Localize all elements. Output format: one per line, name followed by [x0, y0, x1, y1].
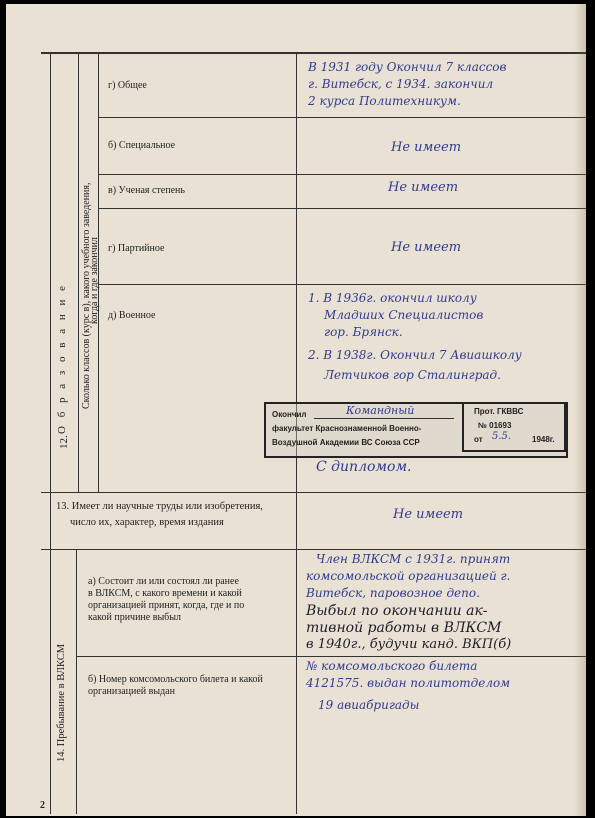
section14-a-label-3: организацией принят, когда, где и по	[88, 600, 245, 611]
section13-label-1: 13. Имеет ли научные труды или изобретения,	[56, 501, 263, 512]
section14-b-label-1: б) Номер комсомольского билета и какой	[88, 674, 263, 685]
stamp-protocol-box	[462, 402, 566, 452]
section13-answer: Не имеет	[393, 507, 464, 522]
section12-heading: О б р а з о в а н и е	[56, 283, 68, 434]
stamp-line1-prefix: Окончил	[272, 410, 307, 419]
answer-general-3: 2 курса Политехникум.	[308, 94, 461, 108]
row-line-4	[98, 284, 586, 285]
top-rule	[41, 52, 586, 54]
academy-stamp	[264, 402, 568, 458]
answer-degree: Не имеет	[388, 180, 459, 195]
section14-b-answer-2: 4121575. выдан политотделом	[306, 676, 511, 690]
row-label-degree: в) Ученая степень	[108, 185, 185, 196]
stamp-box-line3-prefix: от	[474, 435, 483, 444]
section14-a-answer-3: Витебск, паровозное депо.	[306, 586, 480, 600]
answer-general-2: г. Витебск, с 1934. закончил	[308, 77, 494, 91]
col-divider-1	[78, 52, 79, 492]
section14-a-label-1: а) Состоит ли или состоял ли ранее	[88, 576, 239, 587]
row-label-military: д) Военное	[108, 310, 156, 321]
col-divider-sec14	[76, 549, 77, 814]
stamp-line1-handwritten: Командный	[346, 404, 415, 417]
row-line-7	[76, 656, 586, 657]
stamp-line2: факультет Краснознаменной Военно-	[272, 424, 422, 433]
row-line-6	[41, 549, 586, 550]
answer-military-5: Летчиков гор Сталинград.	[324, 368, 501, 382]
section14-label: 14. Пребывание в ВЛКСМ	[56, 643, 67, 762]
section14-a-answer-6: в 1940г., будучи канд. ВКП(б)	[306, 637, 512, 652]
row-label-party: г) Партийное	[108, 243, 165, 254]
section12-subheading-1: Сколько классов (курс в), какого учебного заведения,	[81, 182, 92, 409]
stamp-note: С дипломом.	[316, 459, 412, 475]
section14-a-label-4: какой причине выбыл	[88, 612, 181, 623]
row-line-3	[98, 208, 586, 209]
section14-b-label-2: организацией выдан	[88, 686, 175, 697]
section13-label-2: число их, характер, время издания	[70, 517, 224, 528]
section14-a-answer-5: тивной работы в ВЛКСМ	[306, 620, 502, 636]
section14-a-label-2: в ВЛКСМ, с какого времени и какой	[88, 588, 242, 599]
section14-b-answer-3: 19 авиабригады	[318, 698, 420, 712]
answer-general-1: В 1931 году Окончил 7 классов	[308, 60, 507, 74]
section14-a-answer-2: комсомольской организацией г.	[306, 569, 511, 583]
page-number: 2	[40, 800, 45, 811]
stamp-box-line2: № 01693	[478, 421, 512, 430]
left-border	[50, 52, 51, 814]
answer-military-2: Младших Специалистов	[324, 308, 484, 322]
row-line-5	[41, 492, 586, 493]
row-label-general: г) Общее	[108, 80, 147, 91]
row-line-1	[98, 117, 586, 118]
answer-party: Не имеет	[391, 240, 462, 255]
section12-number: 12.	[58, 435, 70, 449]
answer-military-4: 2. В 1938г. Окончил 7 Авиашколу	[308, 348, 522, 362]
answer-special: Не имеет	[391, 140, 462, 155]
section12-subheading-2: когда и где закончил	[89, 237, 100, 324]
stamp-box-line1: Прот. ГКВВС	[474, 407, 524, 416]
row-label-special: б) Специальное	[108, 140, 176, 151]
stamp-box-date: 5.5.	[492, 431, 512, 442]
section14-a-answer-1: Член ВЛКСМ с 1931г. принят	[316, 552, 511, 566]
form-page	[6, 4, 586, 816]
answer-military-1: 1. В 1936г. окончил школу	[308, 291, 477, 305]
row-line-2	[98, 174, 586, 175]
section14-b-answer-1: № комсомольского билета	[306, 659, 478, 673]
stamp-box-year: 1948г.	[532, 435, 555, 444]
section14-a-answer-4: Выбыл по окончании ак-	[306, 603, 488, 619]
stamp-underline	[314, 418, 454, 419]
answer-military-3: гор. Брянск.	[324, 325, 403, 339]
stamp-line3: Воздушной Академии ВС Союза ССР	[272, 438, 420, 447]
